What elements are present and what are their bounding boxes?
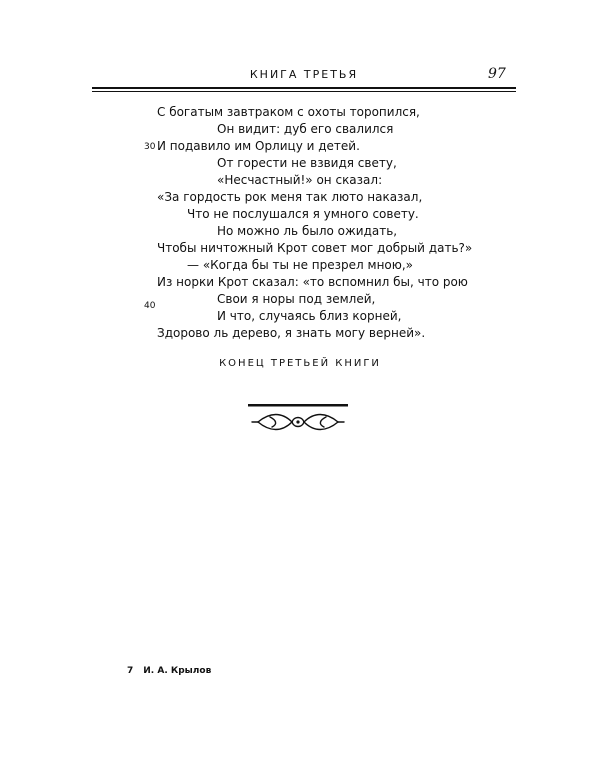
poem-line: С богатым завтраком с охоты торопился, [157, 105, 420, 119]
poem-line: Что не послушался я умного совету. [187, 207, 419, 221]
line-number: 40 [144, 301, 156, 311]
poem-line: Свои я норы под землей, [217, 292, 376, 306]
poem-line: Но можно ль было ожидать, [217, 224, 398, 238]
poem-line: Чтобы ничтожный Крот совет мог добрый дать?» [157, 241, 473, 255]
page-number: 97 [488, 66, 506, 82]
poem-line: Из норки Крот сказал: «то вспомнил бы, что рою [157, 275, 468, 289]
poem-line: Здорово ль дерево, я знать могу верней». [157, 326, 426, 340]
ornament-icon [248, 402, 348, 436]
poem-line: И подавило им Орлицу и детей. [157, 139, 360, 153]
sheet-number: 7 [127, 666, 134, 676]
poem-line: «Несчастный!» он сказал: [217, 173, 383, 187]
header-rule-thick [92, 87, 516, 89]
header-rule-thin [92, 91, 516, 92]
poem-line: И что, случаясь близ корней, [217, 309, 402, 323]
footer-signature [127, 666, 211, 676]
author-name: И. А. Крылов [143, 666, 212, 676]
poem-line: Он видит: дуб его свалился [217, 122, 394, 136]
poem-line: «За гордость рок меня так люто наказал, [157, 190, 423, 204]
running-title: КНИГА ТРЕТЬЯ [249, 68, 359, 81]
poem-line: От горести не взвидя свету, [217, 156, 397, 170]
poem-line: — «Когда бы ты не презрел мною,» [187, 258, 414, 272]
end-of-book-heading: КОНЕЦ ТРЕТЬЕЙ КНИГИ [219, 358, 381, 369]
line-number: 30 [144, 142, 156, 152]
